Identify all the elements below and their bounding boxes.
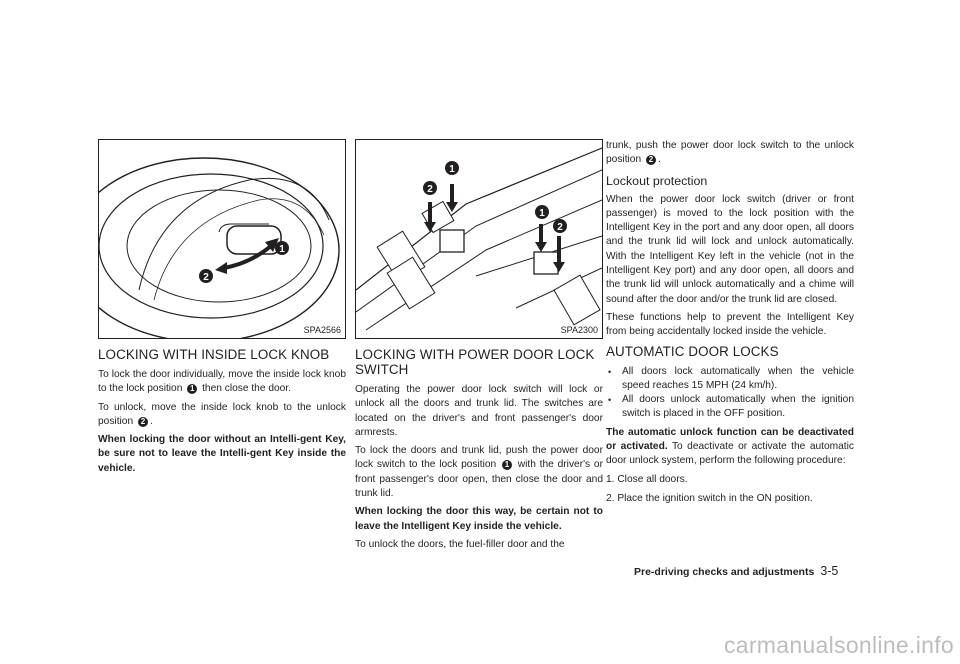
paragraph: The automatic unlock function can be deactivated or activated. To deactivate or activate the automatic door unlock system, perform the following procedure: (606, 426, 854, 467)
column-2 (355, 139, 603, 556)
circle-2-icon: 2 (138, 417, 148, 427)
section-heading: LOCKING WITH POWER DOOR LOCK SWITCH (355, 347, 595, 377)
marker-2: 2 (203, 272, 209, 283)
figure-code: SPA2300 (560, 325, 598, 335)
figure-power-lock-switch (355, 139, 603, 339)
paragraph: When the power door lock switch (driver or front passenger) is moved to the lock position with the Intelligent Key in the port and any door open, all doors and the trunk lid will lock and unlock automatically. With the Intelligent Key left in the vehicle (not in the Intelligent Key port) and any door open, all doors and the trunk lid will unlock automatically and a chime will sound after the door and/or the trunk lid are closed. (606, 193, 854, 305)
figure-code: SPA2566 (303, 325, 341, 335)
column-3 (606, 139, 854, 511)
paragraph: To lock the door individually, move the inside lock knob to the lock position 1 then close the door. (98, 369, 346, 395)
circle-1-icon: 1 (187, 384, 197, 394)
lock-knob-illustration (99, 140, 345, 338)
list-item: 1. Close all doors. (606, 473, 688, 485)
marker-2: 2 (427, 184, 433, 195)
section-heading: AUTOMATIC DOOR LOCKS (606, 343, 779, 359)
step-list (606, 473, 854, 507)
paragraph: trunk, push the power door lock switch to the unlock position 2 . (606, 140, 854, 166)
power-switch-illustration (356, 140, 602, 338)
bullet-list (606, 365, 854, 422)
list-item: • All doors unlock automatically when the ignition switch is placed in the OFF position. (606, 393, 854, 422)
page-footer (634, 564, 838, 578)
list-item: • All doors lock automatically when the vehicle speed reaches 15 MPH (24 km/h). (606, 365, 854, 394)
marker-1: 1 (449, 164, 455, 175)
marker-1: 1 (539, 208, 545, 219)
figure-inside-lock-knob (98, 139, 346, 339)
page-number: 3-5 (820, 564, 839, 578)
paragraph: To unlock the doors, the fuel-filler door and the (355, 538, 565, 550)
warning-text: When locking the door without an Intelli-gent Key, be sure not to leave the Intelli-gent Key inside the vehicle. (98, 434, 346, 474)
section-heading: LOCKING WITH INSIDE LOCK KNOB (98, 347, 330, 362)
watermark: carmanualsonline.info (723, 632, 954, 658)
warning-text: When locking the door this way, be certain not to leave the Intelligent Key inside the vehicle. (355, 506, 603, 532)
circle-2-icon: 2 (646, 155, 656, 165)
circle-1-icon: 1 (502, 460, 512, 470)
paragraph: These functions help to prevent the Intelligent Key from being accidentally locked inside the vehicle. (606, 311, 854, 338)
subsection-heading: Lockout protection (606, 173, 708, 188)
column-1 (98, 139, 346, 480)
paragraph: Operating the power door lock switch will lock or unlock all the doors and trunk lid. The switches are located on the driver's and front passenger's door armrests. (355, 384, 603, 438)
marker-2: 2 (557, 222, 563, 233)
section-name: Pre-driving checks and adjustments (634, 566, 815, 578)
paragraph: To lock the doors and trunk lid, push the power door lock switch to the lock position 1 with the driver's or front passenger's door open, then close the door and trunk lid. (355, 445, 603, 500)
marker-1: 1 (279, 244, 285, 255)
paragraph: To unlock, move the inside lock knob to the unlock position 2 . (98, 401, 346, 427)
list-item: 2. Place the ignition switch in the ON position. (606, 492, 813, 504)
